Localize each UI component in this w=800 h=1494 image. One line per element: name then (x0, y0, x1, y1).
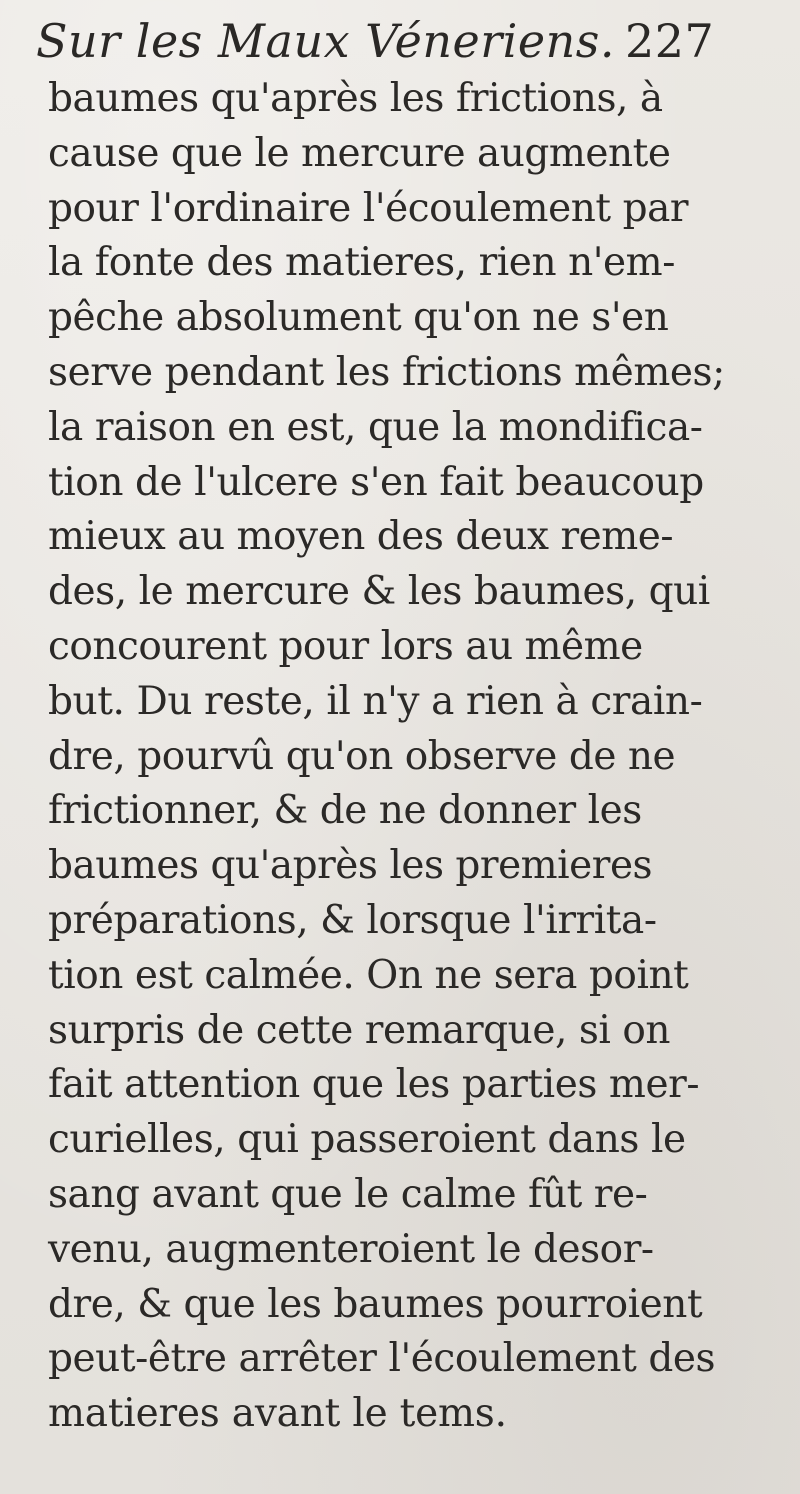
text-line: baumes qu'après les frictions, à (48, 76, 663, 121)
text-line: la fonte des matieres, rien n'em- (48, 240, 675, 286)
text-line: cause que le mercure augmente (48, 130, 671, 176)
text-line: pêche absolument qu'on ne s'en (48, 295, 669, 341)
text-line: tion de l'ulcere s'en fait beaucoup (48, 459, 704, 505)
text-line: sang avant que le calme fût re- (48, 1171, 648, 1217)
text-line: but. Du reste, il n'y a rien à crain- (48, 678, 703, 724)
text-line: des, le mercure & les baumes, qui (48, 569, 710, 615)
text-line: pour l'ordinaire l'écoulement par (48, 185, 689, 231)
text-line: curielles, qui passeroient dans le (48, 1117, 686, 1163)
text-line: fait attention que les parties mer- (48, 1062, 700, 1108)
text-line: venu, augmenteroient le desor- (48, 1226, 654, 1272)
running-title: Sur les Maux Véneriens. (36, 14, 615, 68)
text-line: surpris de cette remarque, si on (48, 1007, 671, 1053)
text-line: dre, pourvû qu'on observe de ne (48, 733, 676, 779)
running-head (36, 14, 736, 68)
text-line: la raison en est, que la mondifica- (48, 404, 703, 450)
body-text (48, 72, 768, 1442)
text-line: mieux au moyen des deux reme- (48, 514, 674, 560)
text-line: dre, & que les baumes pourroient (48, 1281, 703, 1327)
text-line: matieres avant le tems. (48, 1391, 507, 1437)
page-number: 227 (624, 14, 715, 68)
text-line: peut-être arrêter l'écoulement des (48, 1336, 716, 1382)
text-line: préparations, & lorsque l'irrita- (48, 897, 657, 943)
text-line: concourent pour lors au même (48, 623, 643, 669)
text-line: baumes qu'après les premieres (48, 843, 653, 889)
text-line: serve pendant les frictions mêmes; (48, 349, 725, 395)
text-line: tion est calmée. On ne sera point (48, 952, 689, 998)
text-line: frictionner, & de ne donner les (48, 788, 642, 834)
